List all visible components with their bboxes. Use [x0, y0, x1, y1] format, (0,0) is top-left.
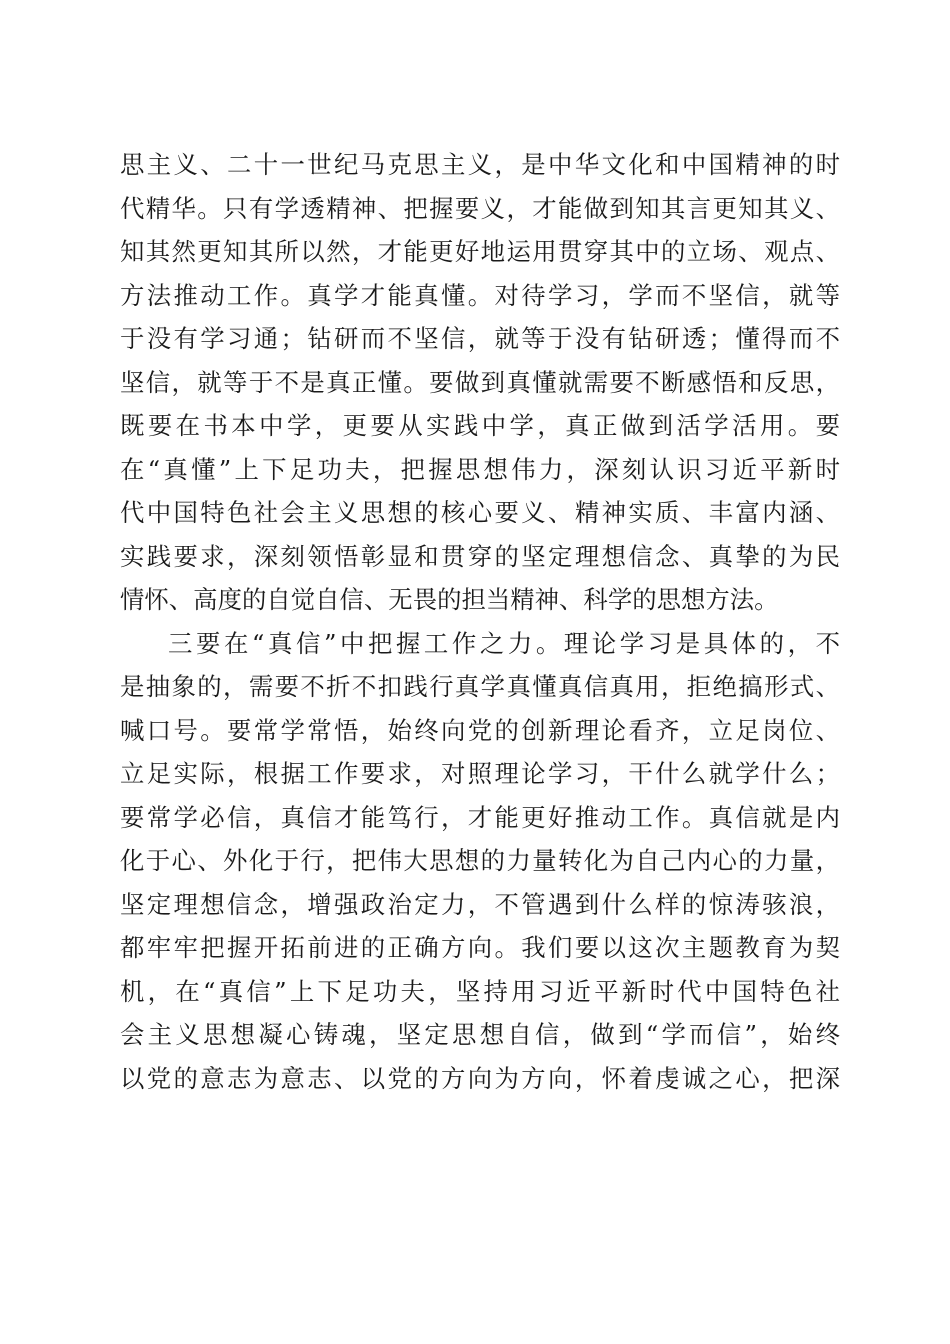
- text-line: 实践要求，深刻领悟彰显和贯穿的坚定理想信念、真挚的为民: [120, 541, 840, 571]
- text-line: 坚信，就等于不是真正懂。要做到真懂就需要不断感悟和反思，: [120, 367, 840, 397]
- text-line: 既要在书本中学，更要从实践中学，真正做到活学活用。要: [120, 411, 840, 440]
- text-line: 在“真懂”上下足功夫，把握思想伟力，深刻认识习近平新时: [120, 454, 840, 484]
- text-line: 会主义思想凝心铸魂，坚定思想自信，做到“学而信”，始终: [120, 1020, 840, 1049]
- text-line: 代精华。只有学透精神、把握要义，才能做到知其言更知其义、: [120, 193, 840, 223]
- text-line: 是抽象的，需要不折不扣践行真学真懂真信真用，拒绝搞形式、: [120, 672, 840, 701]
- body-text: [120, 143, 840, 1100]
- text-line: 情怀、高度的自觉自信、无畏的担当精神、科学的思想方法。: [120, 585, 779, 614]
- text-line: 化于心、外化于行，把伟大思想的力量转化为自己内心的力量，: [120, 846, 840, 875]
- text-line: 以党的意志为意志、以党的方向为方向，怀着虔诚之心，把深: [120, 1063, 840, 1093]
- text-line: 要常学必信，真信才能笃行，才能更好推动工作。真信就是内: [120, 802, 840, 832]
- paragraph-start-line: 三要在“真信”中把握工作之力。理论学习是具体的，不: [168, 628, 840, 658]
- text-line: 都牢牢把握开拓前进的正确方向。我们要以这次主题教育为契: [120, 933, 840, 962]
- text-line: 于没有学习通；钻研而不坚信，就等于没有钻研透；懂得而不: [120, 324, 840, 353]
- text-line: 喊口号。要常学常悟，始终向党的创新理论看齐，立足岗位、: [120, 715, 840, 745]
- text-line: 立足实际，根据工作要求，对照理论学习，干什么就学什么；: [120, 759, 840, 788]
- text-line: 方法推动工作。真学才能真懂。对待学习，学而不坚信，就等: [120, 280, 840, 310]
- text-line: 坚定理想信念，增强政治定力，不管遇到什么样的惊涛骇浪，: [120, 889, 840, 919]
- text-line: 思主义、二十一世纪马克思主义，是中华文化和中国精神的时: [120, 150, 840, 179]
- text-line: 机，在“真信”上下足功夫，坚持用习近平新时代中国特色社: [120, 976, 840, 1006]
- text-line: 代中国特色社会主义思想的核心要义、精神实质、丰富内涵、: [120, 498, 840, 527]
- text-line: 知其然更知其所以然，才能更好地运用贯穿其中的立场、观点、: [120, 237, 840, 266]
